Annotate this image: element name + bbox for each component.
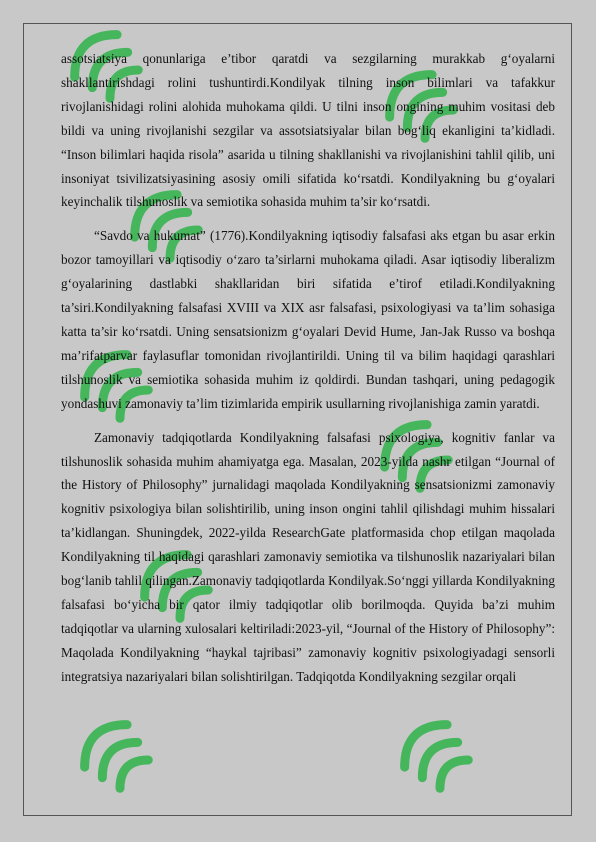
document-body — [61, 47, 555, 699]
paragraph: assotsiatsiya qonunlariga e’tibor qaratdi va sezgilarning murakkab g‘oyalarni shakllantirishdagi rolini tushuntirdi.Kondilyak tilning inson bilimlari va tafakkur rivojlanishidagi rolini alohida muhokama qildi. U tilni inson ongining muhim vositasi deb bildi va uning rivojlanishi sezgilar va assotsiatsiyalar bilan bog‘liq ekanligini ta’kidladi. “Inson bilimlari haqida risola” asarida u tilning shakllanishi va rivojlanishini tahlil qilib, uni insoniyat tsivilizatsiyasining asosiy omili sifatida ko‘rsatdi. Kondilyakning bu g‘oyalari keyinchalik tilshunoslik va semiotika sohasida muhim ta’sir ko‘rsatdi. — [61, 51, 555, 210]
paragraph: “Savdo va hukumat” (1776).Kondilyakning iqtisodiy falsafasi aks etgan bu asar erkin bozor tamoyillari va iqtisodiy o‘zaro ta’sirlarni muhokama qiladi. Asar iqtisodiy liberalizm g‘oyalarining dastlabki shakllaridan biri sifatida e’tirof etiladi.Kondilyakning ta’siri.Kondilyakning falsafasi XVIII va XIX asr falsafasi, psixologiyasi va ta’lim sohasiga katta ta’sir ko‘rsatdi. Uning sensatsionizm g‘oyalari Devid Hume, Jan-Jak Russo va boshqa ma’rifatparvar faylasuflar tomonidan rivojlantirildi. Uning til va bilim haqidagi qarashlari tilshunoslik va semiotika sohasida muhim iz qoldirdi. Bundan tashqari, uning pedagogik yondashuvi zamonaviy ta’lim tizimlarida empirik usullarning rivojlanishiga zamin yaratdi. — [61, 228, 555, 411]
paragraph: Zamonaviy tadqiqotlarda Kondilyakning falsafasi psixologiya, kognitiv fanlar va tilshunoslik sohasida muhim ahamiyatga ega. Masalan, 2023-yilda nashr etilgan “Journal of the History of Philosophy” jurnalidagi maqolada Kondilyakning sensatsionizmi zamonaviy kognitiv psixologiya bilan solishtirilib, uning inson ongini tahlil qilishdagi muhim hissalari ta’kidlangan. Shuningdek, 2022-yilda ResearchGate platformasida chop etilgan maqolada Kondilyakning til haqidagi qarashlari zamonaviy semiotika va tilshunoslik nazariyalari bilan bog‘lanib tahlil qilingan.Zamonaviy tadqiqotlarda Kondilyak.So‘nggi yillarda Kondilyakning falsafasi bo‘yicha bir qator ilmiy tadqiqotlar olib borilmoqda. Quyida ba’zi muhim tadqiqotlar va ularning xulosalari keltiriladi:2023-yil, “Journal of the History of Philosophy”: Maqolada Kondilyakning “haykal tajribasi” zamonaviy kognitiv psixologiyadagi sensorli integratsiya nazariyalari bilan solishtirilgan. Tadqiqotda Kondilyakning sezgilar orqali — [61, 429, 555, 684]
